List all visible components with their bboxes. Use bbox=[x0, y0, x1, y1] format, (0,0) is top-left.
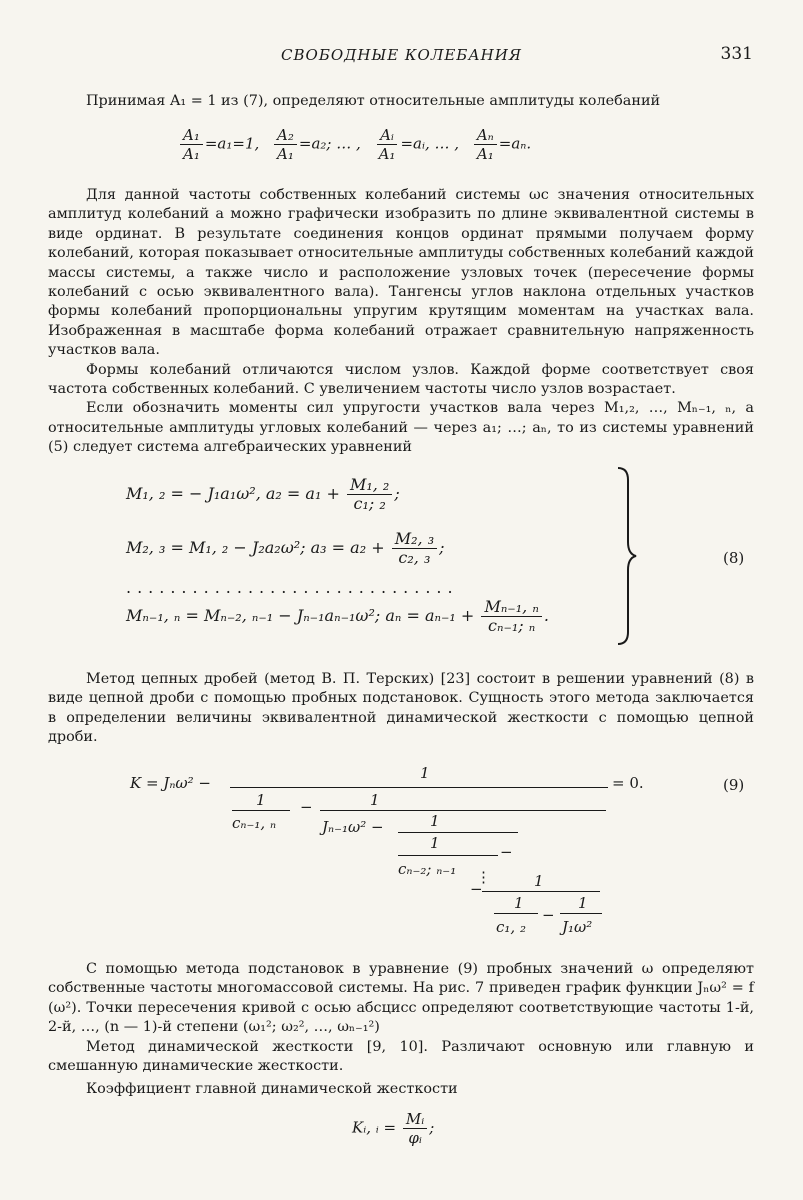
cf-term-one: 1 bbox=[430, 834, 440, 852]
cf-j1-omega: J₁ω² bbox=[562, 918, 593, 936]
system-line-1 bbox=[126, 476, 400, 513]
body-text-1 bbox=[48, 186, 754, 458]
numerator: Aᵢ bbox=[377, 126, 397, 145]
paragraph-mode-shape: Для данной частоты собственных колебаний системы ωс значения относительных амплитуд колебаний a можно графически изобразить по длине эквивалентной системы в виде ординат. В результате соединения концов ординат прямыми получаем форму колебаний, которая показывает относительные амплитуды собственных колебаний каждой массы системы, а также число и расположение узловых точек (пересечение формы колебаний с осью эквивалентного вала). Тангенсы углов наклона отдельных участков формы колебаний пропорциональны упругим крутящим моментам на участках вала. Изображенная в масштабе форма колебаний отражает сравнительную напряженность участков вала. bbox=[48, 187, 754, 359]
denominator: cₙ₋₁; ₙ bbox=[488, 616, 536, 635]
cf-term-one: 1 bbox=[514, 894, 524, 912]
numerator: Mₙ₋₁, ₙ bbox=[481, 598, 541, 617]
eq-term: M₂, ₃ = M₁, ₂ − J₂a₂ω²; a₃ = a₂ + bbox=[126, 538, 385, 557]
cf-term-one: 1 bbox=[578, 894, 588, 912]
amplitudes-equation bbox=[178, 126, 638, 163]
fraction bbox=[392, 530, 437, 567]
cf-bar bbox=[494, 913, 538, 914]
cf-bar bbox=[232, 810, 290, 811]
cf-bar bbox=[482, 891, 600, 892]
cf-bar bbox=[560, 913, 602, 914]
numerator: Aₙ bbox=[474, 126, 497, 145]
paragraph-continued-fraction: Метод цепных дробей (метод В. П. Терских) [23] состоит в решении уравнений (8) в виде цепной дроби с помощью пробных подстановок. Сущность этого метода заключается в определении величины эквивалентной динамической жесткости с помощью цепной дроби. bbox=[48, 671, 754, 746]
denominator: A₁ bbox=[277, 145, 294, 163]
paragraph-system-intro: Если обозначить моменты сил упругости участков вала через M₁,₂, …, Mₙ₋₁, ₙ, а относительные амплитуды угловых колебаний — через a₁; …; aₙ, то из системы уравнений (5) следует система алгебраических уравнений bbox=[48, 400, 754, 456]
equation-label-8: (8) bbox=[723, 549, 745, 567]
intro-paragraph bbox=[48, 92, 754, 111]
eq-term: =aₙ. bbox=[498, 134, 532, 153]
cf-rhs: = 0. bbox=[612, 774, 644, 792]
fraction-ai bbox=[376, 126, 399, 163]
eq-term: Kᵢ, ᵢ = bbox=[352, 1118, 397, 1137]
fraction-a2 bbox=[274, 126, 297, 163]
cf-numerator: 1 bbox=[420, 764, 430, 782]
fraction-a1 bbox=[180, 126, 203, 163]
eq-term: M₁, ₂ = − J₁a₁ω², a₂ = a₁ + bbox=[126, 484, 340, 503]
cf-term-one: 1 bbox=[256, 791, 266, 809]
fraction bbox=[403, 1110, 427, 1147]
eq-term: ; bbox=[394, 484, 400, 503]
cf-c-1-2: c₁, ₂ bbox=[496, 918, 526, 936]
eq-term: =aᵢ, … , bbox=[400, 134, 460, 153]
eq-term: =a₁=1, bbox=[204, 134, 260, 153]
numerator: M₂, ₃ bbox=[392, 530, 437, 549]
paragraph-nodes: Формы колебаний отличаются числом узлов. Каждой форме соответствует своя частота собственных колебаний. С увеличением частоты число узлов возрастает. bbox=[48, 361, 754, 398]
cf-minus: − bbox=[470, 880, 483, 898]
denominator: φᵢ bbox=[408, 1129, 422, 1147]
cf-minus: − bbox=[300, 798, 313, 816]
cf-c-n1-n: cₙ₋₁, ₙ bbox=[232, 814, 277, 832]
cf-main-bar bbox=[230, 787, 608, 788]
system-line-2 bbox=[126, 530, 445, 567]
system-line-n bbox=[126, 598, 549, 635]
body-text-3 bbox=[48, 960, 754, 1100]
running-header: СВОБОДНЫЕ КОЛЕБАНИЯ bbox=[281, 46, 522, 64]
cf-vdots: ⋮ bbox=[476, 868, 491, 886]
denominator: c₂, ₃ bbox=[398, 548, 431, 567]
paragraph-dynamic-stiffness: Метод динамической жесткости [9, 10]. Различают основную или главную и смешанную динамические жесткости. bbox=[48, 1038, 754, 1075]
cf-minus: − bbox=[500, 843, 513, 861]
eq-term: . bbox=[543, 606, 549, 625]
denominator: A₁ bbox=[183, 145, 200, 163]
paragraph-substitution: С помощью метода подстановок в уравнение (9) пробных значений ω определяют собственные частоты многомассовой системы. На рис. 7 приведен график функции Jₙω² = f (ω²). Точки пересечения кривой с осью абсцисс определяют соответствующие частоты 1-й, 2-й, …, (n — 1)-й степени (ω₁²; ω₂², …, ωₙ₋₁²) bbox=[48, 961, 754, 1036]
cf-term-one: 1 bbox=[430, 812, 440, 830]
denominator: A₁ bbox=[378, 145, 396, 163]
cf-bar bbox=[320, 810, 606, 811]
stiffness-equation bbox=[352, 1110, 434, 1147]
cf-c-n2-n1: cₙ₋₂; ₙ₋₁ bbox=[398, 860, 457, 878]
fraction bbox=[347, 476, 392, 513]
page-number: 331 bbox=[720, 44, 753, 64]
paragraph-main-coefficient: Коэффициент главной динамической жесткости bbox=[86, 1081, 458, 1098]
denominator: c₁; ₂ bbox=[353, 494, 386, 513]
body-text-2 bbox=[48, 670, 754, 748]
cf-minus: − bbox=[542, 906, 555, 924]
eq-term: Mₙ₋₁, ₙ = Mₙ₋₂, ₙ₋₁ − Jₙ₋₁aₙ₋₁ω²; aₙ = aₙ₋₁ + bbox=[126, 606, 475, 625]
cf-lhs: K = Jₙω² − bbox=[130, 774, 211, 792]
numerator: M₁, ₂ bbox=[347, 476, 392, 495]
system-ellipsis-row: .............................. bbox=[126, 578, 459, 597]
eq-term: ; bbox=[439, 538, 445, 557]
numerator: A₂ bbox=[274, 126, 297, 145]
eq-term: =a₂; … , bbox=[298, 134, 361, 153]
eq-term: ; bbox=[429, 1118, 435, 1137]
numerator: Mᵢ bbox=[403, 1110, 427, 1129]
denominator: A₁ bbox=[476, 145, 494, 163]
numerator: A₁ bbox=[180, 126, 203, 145]
cf-bar bbox=[398, 855, 498, 856]
right-brace bbox=[614, 466, 640, 646]
cf-term-one: 1 bbox=[370, 791, 380, 809]
cf-term-one: 1 bbox=[534, 872, 544, 890]
cf-j-n1: Jₙ₋₁ω² − bbox=[322, 818, 384, 836]
intro-text: Принимая A₁ = 1 из (7), определяют относительные амплитуды колебаний bbox=[86, 93, 661, 109]
fraction bbox=[481, 598, 541, 635]
cf-bar bbox=[398, 832, 518, 833]
fraction-an bbox=[474, 126, 497, 163]
equation-label-9: (9) bbox=[723, 776, 745, 794]
